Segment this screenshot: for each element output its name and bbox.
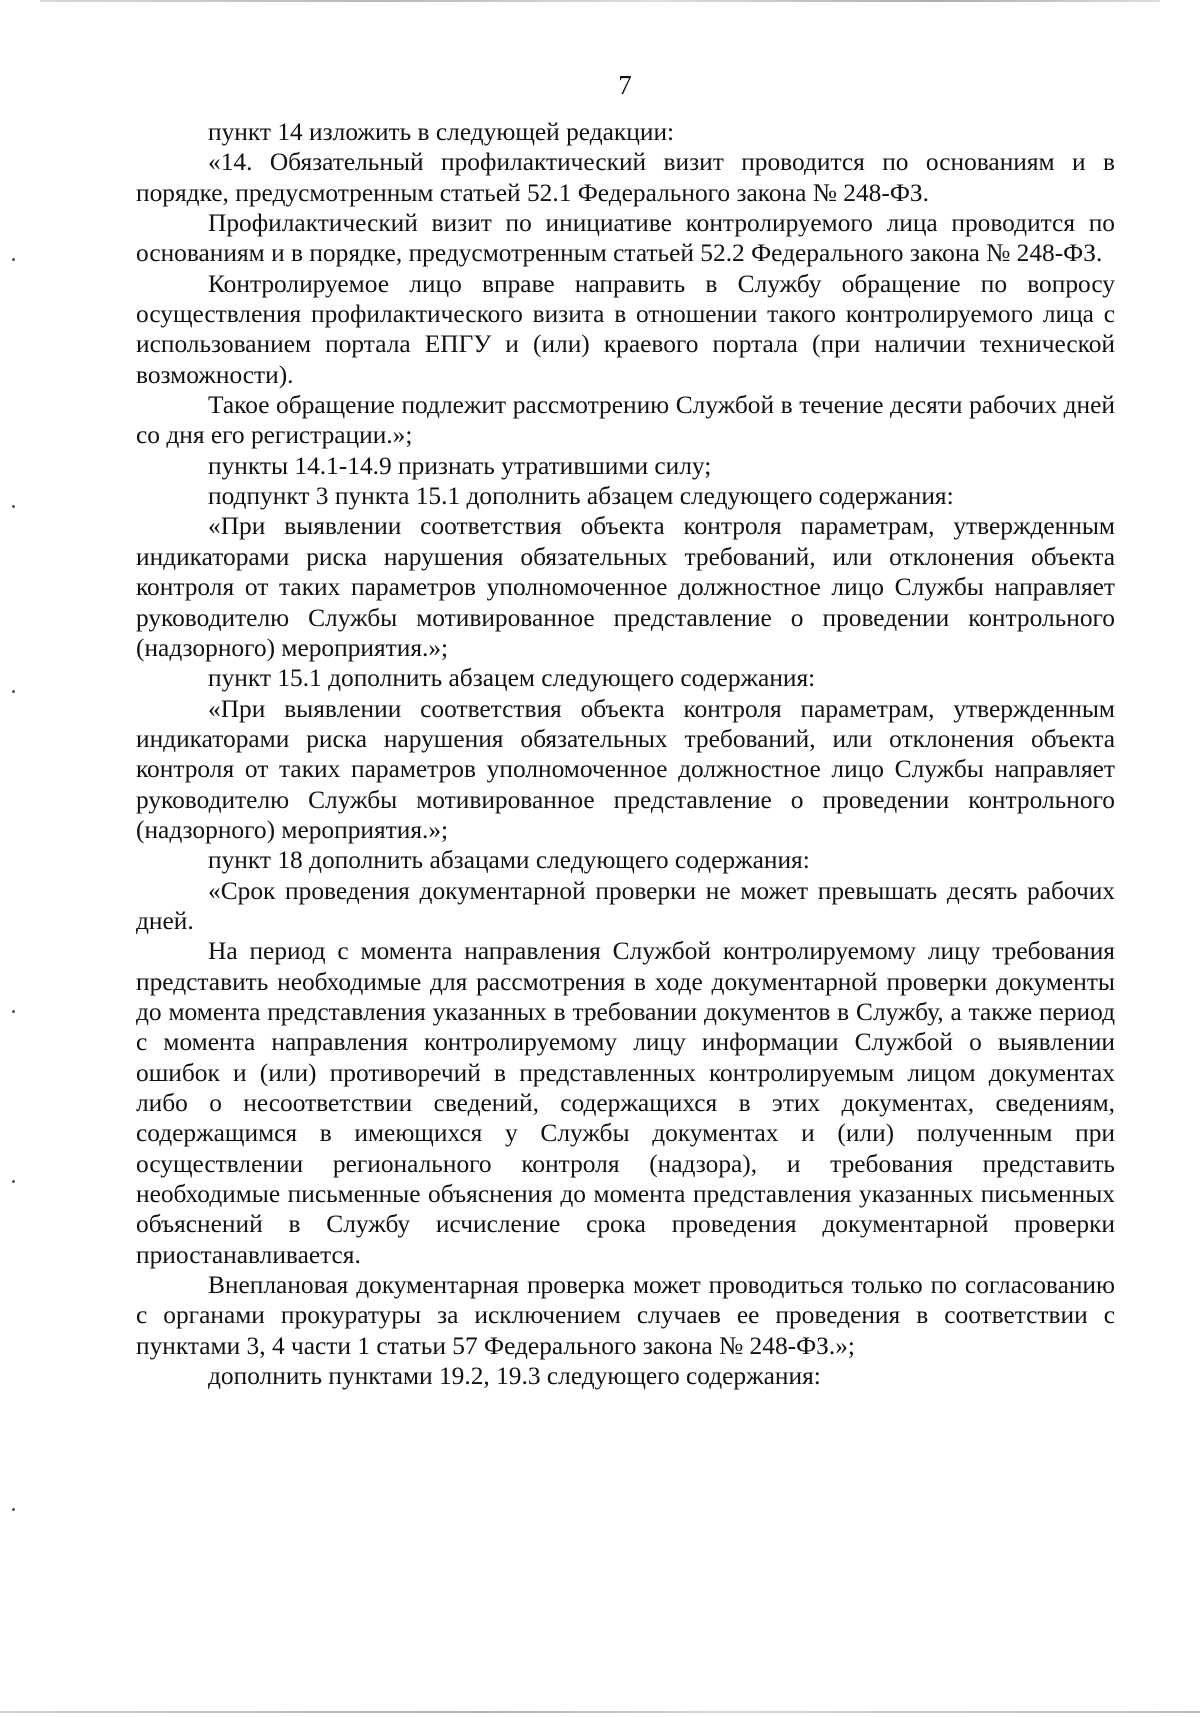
scan-edge-bottom — [0, 1711, 1200, 1713]
paragraph: пункты 14.1-14.9 признать утратившими силу; — [208, 451, 712, 480]
paragraph: Профилактический визит по инициативе контролируемого лица проводится по основаниям и в порядке, предусмотренным статьей 52.2 Федерального закона № 248-ФЗ. — [136, 209, 1115, 268]
paragraph: «При выявлении соответствия объекта контроля параметрам, утвержденным индикаторами риска нарушения обязательных требований, или отклонения объекта контроля от таких параметров уполномоченное должностное лицо Службы направляет руководителю Службы мотивированное представление о проведении контрольного (надзорного) мероприятия.»; — [136, 512, 1115, 662]
page-number: 7 — [618, 70, 632, 100]
scan-mark — [12, 1010, 15, 1013]
paragraph: пункт 14 изложить в следующей редакции: — [208, 118, 675, 146]
paragraph: «При выявлении соответствия объекта контроля параметрам, утвержденным индикаторами риска нарушения обязательных требований, или отклонения объекта контроля от таких параметров уполномоченное должностное лицо Службы направляет руководителю Службы мотивированное представление о проведении контрольного (надзорного) мероприятия.»; — [136, 694, 1115, 844]
scan-mark — [12, 505, 15, 508]
scan-mark — [12, 1508, 15, 1511]
scan-mark — [12, 690, 15, 693]
paragraph: Такое обращение подлежит рассмотрению Службой в течение десяти рабочих дней со дня его регистрации.»; — [136, 391, 1115, 450]
paragraph: На период с момента направления Службой контролируемому лицу требования представить необходимые для рассмотрения в ходе документарной проверки документы до момента представления указанных в требовании документов в Службу, а также период с момента направления контролируемому лицу информации Службой о выявлении ошибок и (или) противоречий в представленных контролируемым лицом документах либо о несоответствии сведений, содержащихся в этих документах, сведениям, содержащимся в имеющихся у Службы документах и (или) полученным при осуществлении регионального контроля (надзора), и требования представить необходимые письменные объяснения до момента представления указанных письменных объяснений в Службу исчисление срока проведения документарной проверки приостанавливается. — [136, 937, 1115, 1269]
paragraph: Контролируемое лицо вправе направить в Службу обращение по вопросу осуществления профилактического визита в отношении такого контролируемого лица с использованием портала ЕПГУ и (или) краевого портала (при наличии технической возможности). — [136, 269, 1115, 389]
paragraph: Внеплановая документарная проверка может проводиться только по согласованию с органами прокуратуры за исключением случаев ее проведения в соответствии с пунктами 3, 4 части 1 статьи 57 Федерального закона № 248-ФЗ.»; — [136, 1271, 1115, 1360]
paragraph: подпункт 3 пункта 15.1 дополнить абзацем следующего содержания: — [208, 482, 954, 511]
document-body — [136, 117, 1115, 1391]
scan-mark — [12, 258, 15, 261]
paragraph: «Срок проведения документарной проверки не может превышать десять рабочих дней. — [136, 876, 1115, 935]
paragraph: пункт 18 дополнить абзацами следующего содержания: — [208, 846, 810, 875]
paragraph: дополнить пунктами 19.2, 19.3 следующего содержания: — [208, 1362, 821, 1391]
paragraph: «14. Обязательный профилактический визит проводится по основаниям и в порядке, предусмотренным статьей 52.1 Федерального закона № 248-ФЗ. — [136, 148, 1115, 207]
scan-mark — [12, 1180, 15, 1183]
paragraph: пункт 15.1 дополнить абзацем следующего содержания: — [208, 664, 816, 693]
scan-edge-top — [40, 0, 1160, 2]
